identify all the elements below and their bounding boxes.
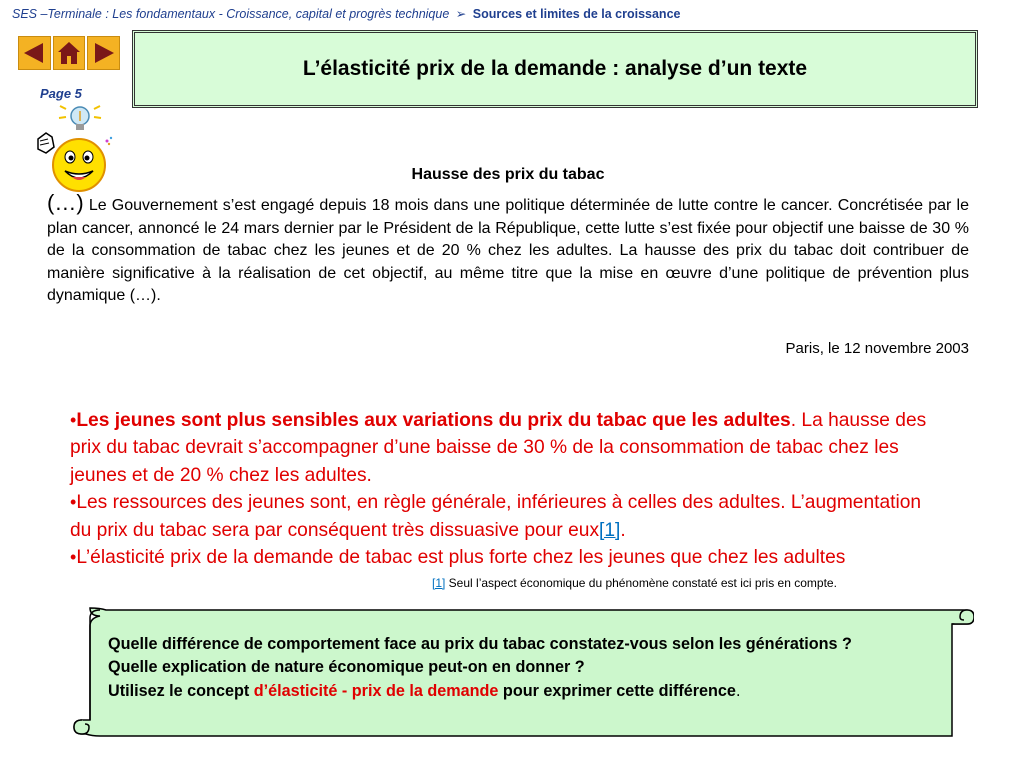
bullet-icon: • [70,410,77,430]
footnote-anchor-link[interactable]: [1] [432,576,446,590]
bullet-icon: • [70,547,77,568]
question-line-3-concept: d’élasticité - prix de la demande [253,681,499,700]
analysis-point-2-text: Les ressources des jeunes sont, en règle générale, inférieures à celles des adultes. L’augmentation du prix du tabac sera par conséquent très dissuasive pour eux [70,492,922,541]
breadcrumb-arrow-icon: ➢ [455,7,467,21]
home-icon [56,40,82,66]
article-source: Paris, le 12 novembre 2003 [785,340,969,357]
breadcrumb-course: SES –Terminale : Les fondamentaux - Croissance, capital et progrès technique [12,7,450,21]
analysis-point-2-period: . [620,519,626,541]
analysis-point-1 [70,407,940,489]
footnote-reference-link[interactable]: [1] [599,519,621,541]
question-line-1: Quelle différence de comportement face au prix du tabac constatez-vous selon les générations ? [108,635,852,653]
right-arrow-icon [91,41,117,65]
analysis-point-2 [70,489,940,544]
footnote [432,576,837,590]
navigation-buttons [18,36,120,70]
question-line-3-start: Utilisez le concept [108,681,254,700]
left-arrow-icon [21,41,47,65]
question-line-3-period: . [735,681,741,700]
bullet-icon: • [70,492,77,513]
page-number-label: Page 5 [40,86,82,101]
analysis-point-3-text: L’élasticité prix de la demande de tabac est plus forte chez les jeunes que chez les adultes [76,547,846,569]
breadcrumb-section[interactable]: Sources et limites de la croissance [472,7,681,21]
article-text [47,192,969,308]
previous-page-button[interactable] [18,36,51,70]
slide-title-box [132,30,978,108]
analysis-point-1-bold: Les jeunes sont plus sensibles aux variations du prix du tabac que les adultes [76,410,791,431]
breadcrumb [12,6,680,21]
question-text [108,633,938,703]
analysis-point-3 [70,544,940,571]
footnote-text: Seul l’aspect économique du phénomène constaté est ici pris en compte. [445,576,837,590]
article-ellipsis: (…) [47,190,84,215]
home-button[interactable] [53,36,86,70]
next-page-button[interactable] [87,36,120,70]
question-line-3-end: pour exprimer cette différence [498,681,736,700]
question-line-3 [108,680,938,703]
article-body: Le Gouvernement s’est engagé depuis 18 mois dans une politique déterminée de lutte contre le cancer. Concrétisée par le plan cancer, annoncé le 24 mars dernier par le Président de la République, cette lutte s’est fixée pour objectif une baisse de 30 % de la consommation de tabac chez les jeunes et de 20 % chez les adultes. La hausse des prix du tabac doit contribuer de manière significative à la réalisation de cet objectif, au même titre que la mise en œuvre d’une politique de prévention plus dynamique (…). [47,197,969,304]
question-line-2: Quelle explication de nature économique peut-on en donner ? [108,658,585,677]
analysis-point-1-period: . [790,410,797,431]
page-title: L’élasticité prix de la demande : analyse d’un texte [302,57,808,80]
analysis-text [70,407,940,571]
analysis-point-1-rest: La hausse des prix du tabac devrait s’accompagner d’une baisse de 30 % de la consommation de tabac chez les jeunes et de 20 % chez les adultes. [70,410,927,486]
article-heading: Hausse des prix du tabac [411,166,605,183]
